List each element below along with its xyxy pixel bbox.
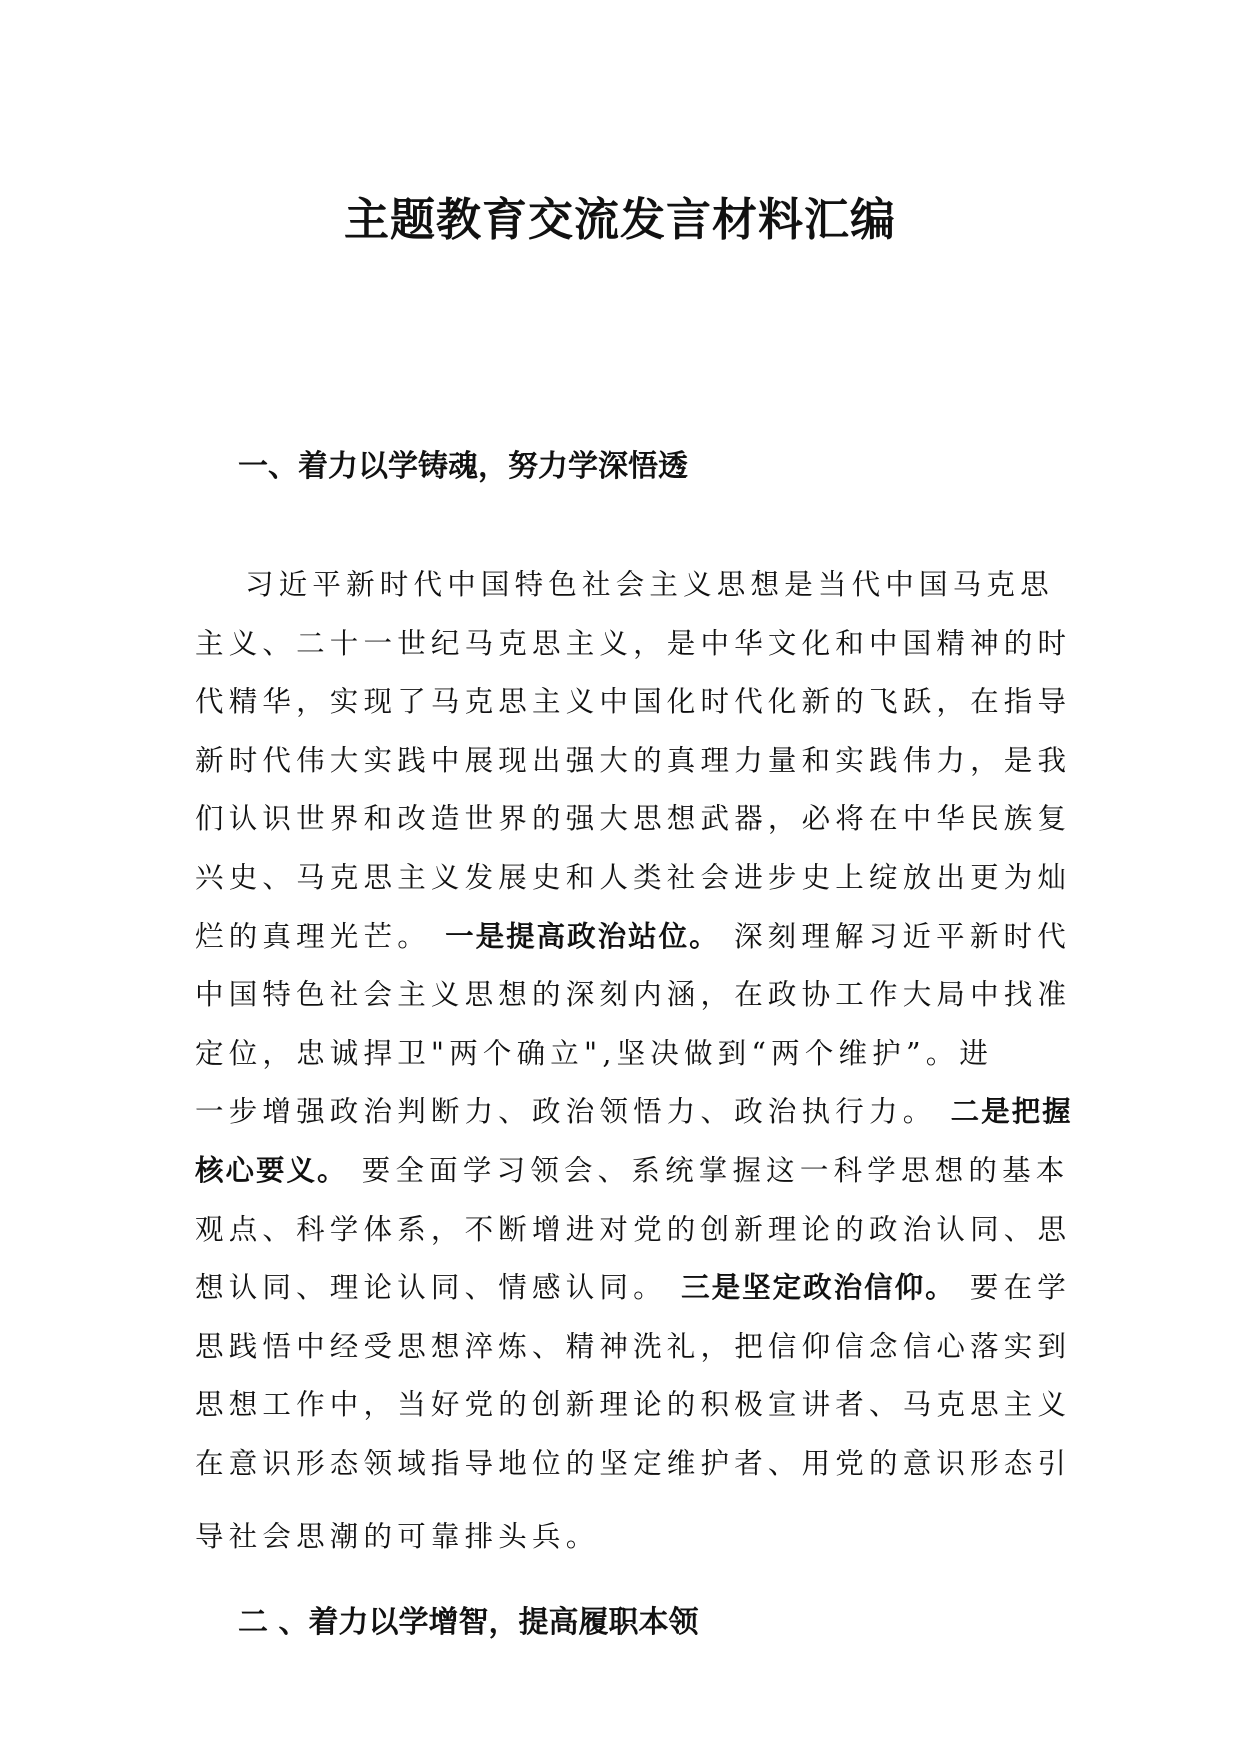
- paragraph-line: 观点、科学体系，不断增进对党的创新理论的政治认同、思: [195, 1212, 1072, 1246]
- paragraph-line: [195, 1083, 1073, 1142]
- text-run: 想认同、理论认同、情感认同。: [195, 1271, 667, 1305]
- paragraph-line: 思践悟中经受思想淬炼、精神洗礼，把信仰信念信心落实到: [195, 1329, 1072, 1363]
- paragraph-line: 主义、二十一世纪马克思主义，是中华文化和中国精神的时: [195, 626, 1072, 660]
- paragraph-line: 思想工作中，当好党的创新理论的积极宣讲者、马克思主义: [195, 1388, 1072, 1422]
- paragraph-line: 代精华，实现了马克思主义中国化时代化新的飞跃，在指导: [195, 685, 1072, 719]
- paragraph-line: 定位，忠诚捍卫"两个确立",坚决做到“两个维护”。进: [195, 1036, 994, 1070]
- paragraph-line: 新时代伟大实践中展现出强大的真理力量和实践伟力，是我: [195, 743, 1072, 777]
- paragraph-line: 兴史、马克思主义发展史和人类社会进步史上绽放出更为灿: [195, 860, 1072, 894]
- document-title: 主题教育交流发言材料汇编: [343, 193, 896, 246]
- paragraph-line: [195, 1142, 1070, 1201]
- section-1-paragraph: [195, 556, 1073, 1566]
- paragraph-line: 在意识形态领域指导地位的坚定维护者、用党的意识形态引: [195, 1446, 1072, 1480]
- text-run: 一步增强政治判断力、政治领悟力、政治执行力。: [195, 1095, 937, 1129]
- paragraph-line: 们认识世界和改造世界的强大思想武器，必将在中华民族复: [195, 802, 1072, 836]
- text-run: 习近平新时代中国特色社会主义思想是当代中国马克思: [245, 568, 1054, 601]
- text-run: 烂的真理光芒。: [195, 919, 431, 953]
- point-two-emphasis-cont: 核心要义。: [195, 1153, 348, 1187]
- paragraph-line: 中国特色社会主义思想的深刻内涵，在政协工作大局中找准: [195, 978, 1072, 1012]
- point-three-emphasis: 三是坚定政治信仰。: [681, 1271, 956, 1305]
- text-run: 深刻理解习近平新时代: [733, 919, 1071, 953]
- paragraph-line: 导社会思潮的可靠排头兵。: [195, 1519, 600, 1553]
- section-heading-1: 一、着力以学铸魂，努力学深悟透: [238, 449, 688, 484]
- paragraph-line: [195, 908, 1071, 967]
- text-run: 要在学: [969, 1271, 1071, 1305]
- section-heading-2: 二 、着力以学增智，提高履职本领: [238, 1605, 699, 1640]
- paragraph-line: [195, 1259, 1071, 1318]
- point-one-emphasis: 一是提高政治站位。: [445, 919, 720, 953]
- text-run: 要全面学习领会、系统掌握这一科学思想的基本: [361, 1153, 1070, 1187]
- point-two-emphasis: 二是把握: [950, 1095, 1073, 1129]
- paragraph-line: [195, 556, 1053, 615]
